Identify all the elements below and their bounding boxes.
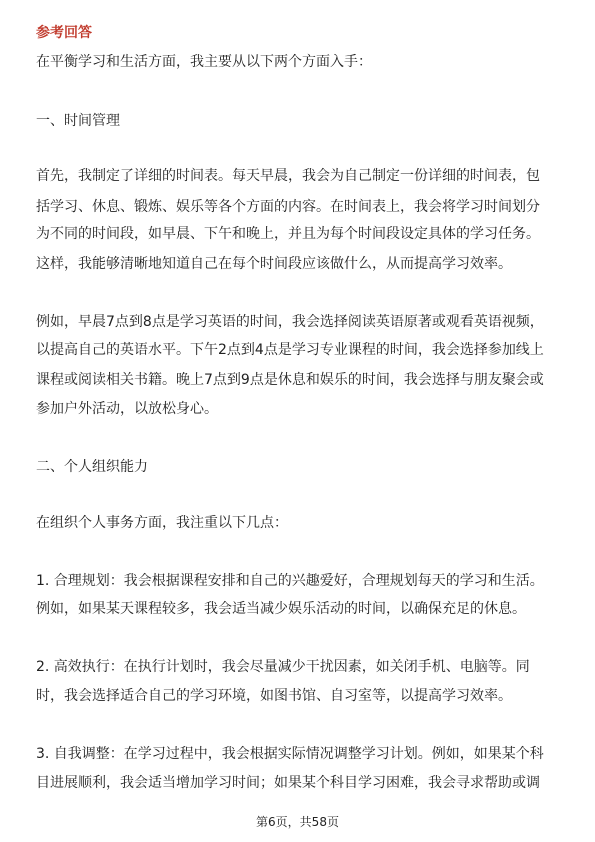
- list-item-line: 3. 自我调整：在学习过程中，我会根据实际情况调整学习计划。例如，如果某个科: [36, 746, 544, 762]
- list-item-line: 例如，如果某天课程较多，我会适当减少娱乐活动的时间，以确保充足的休息。: [36, 601, 526, 617]
- list-item-line: 时，我会选择适合自己的学习环境，如图书馆、自习室等，以提高学习效率。: [36, 688, 512, 704]
- list-item-line: 目进展顺利，我会适当增加学习时间；如果某个科目学习困难，我会寻求帮助或调: [36, 775, 540, 791]
- section-title-personal-organization: 二、个人组织能力: [36, 459, 148, 475]
- paragraph-line: 为不同的时间段，如早晨、下午和晚上，并且为每个时间段设定具体的学习任务。: [36, 226, 540, 242]
- list-item-line: 2. 高效执行：在执行计划时，我会尽量减少干扰因素，如关闭手机、电脑等。同: [36, 659, 530, 675]
- paragraph-line: 这样，我能够清晰地知道自己在每个时间段应该做什么，从而提高学习效率。: [36, 256, 512, 272]
- page-number-footer: 第6页，共58页: [256, 815, 339, 829]
- paragraph-line: 例如，早晨7点到8点是学习英语的时间，我会选择阅读英语原著或观看英语视频，: [36, 314, 544, 330]
- answer-heading: 参考回答: [36, 25, 92, 41]
- section-title-time-management: 一、时间管理: [36, 113, 120, 129]
- paragraph-line: 参加户外活动，以放松身心。: [36, 401, 218, 417]
- paragraph-line: 括学习、休息、锻炼、娱乐等各个方面的内容。在时间表上，我会将学习时间划分: [36, 199, 540, 215]
- paragraph-line: 首先，我制定了详细的时间表。每天早晨，我会为自己制定一份详细的时间表，包: [36, 168, 540, 184]
- paragraph-line: 以提高自己的英语水平。下午2点到4点是学习专业课程的时间，我会选择参加线上: [36, 342, 544, 358]
- intro-line: 在平衡学习和生活方面，我主要从以下两个方面入手：: [36, 54, 372, 70]
- list-item-line: 1. 合理规划：我会根据课程安排和自己的兴趣爱好，合理规划每天的学习和生活。: [36, 573, 544, 589]
- paragraph-line: 在组织个人事务方面，我注重以下几点：: [36, 515, 288, 531]
- paragraph-line: 课程或阅读相关书籍。晚上7点到9点是休息和娱乐的时间，我会选择与朋友聚会或: [36, 372, 544, 388]
